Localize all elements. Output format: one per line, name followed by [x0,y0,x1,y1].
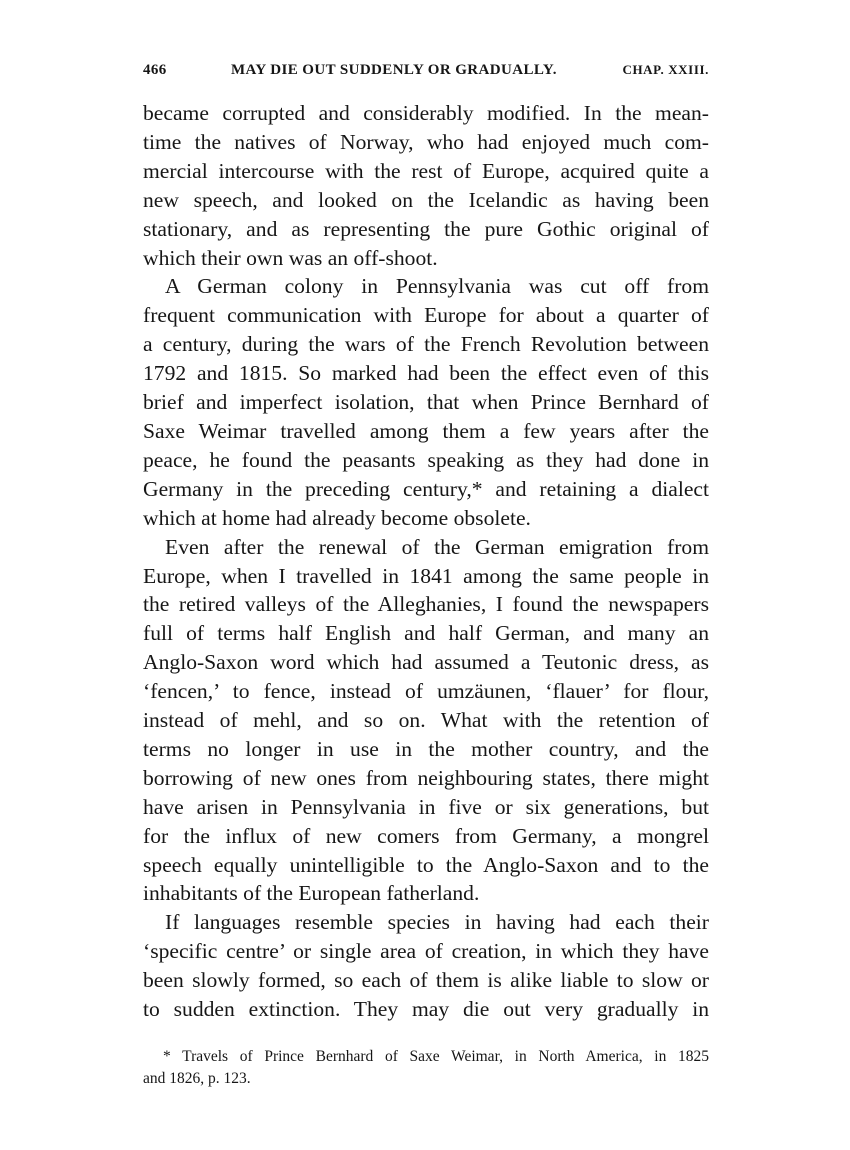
text-line: became corrupted and considerably modified. In the mean- [143,101,709,125]
footnote-line: * Travels of Prince Bernhard of Saxe Weimar, in North America, in 1825 [163,1048,709,1065]
text-line: A German colony in Pennsylvania was cut off from [165,274,709,299]
text-line: a century, during the wars of the French Revolution between [143,332,709,357]
text-line: mercial intercourse with the rest of Europe, acquired quite a [143,158,709,183]
text-line: which at home had already become obsolete. [143,505,531,530]
text-line: full of terms half English and half German, and many an [143,621,709,646]
text-line: the retired valleys of the Alleghanies, I found the newspapers [143,592,709,617]
text-line: Even after the renewal of the German emigration from [165,534,709,559]
body-text [143,99,709,1024]
text-line: for the influx of new comers from Germany, a mongrel [143,823,709,848]
footnote [143,1046,709,1090]
text-line: terms no longer in use in the mother country, and the [143,736,709,761]
text-line: speech equally unintelligible to the Anglo-Saxon and to the [143,852,709,877]
text-line: peace, he found the peasants speaking as they had done in [143,447,709,472]
text-line: If languages resemble species in having had each their [165,910,709,935]
page-number: 466 [143,62,167,78]
chapter-label: CHAP. XXIII. [622,62,709,77]
text-line: which their own was an off-shoot. [143,245,438,270]
text-line: to sudden extinction. They may die out very gradually in [143,997,709,1022]
text-line: 1792 and 1815. So marked had been the effect even of this [143,361,709,386]
text-line: have arisen in Pennsylvania in five or six generations, but [143,794,709,819]
text-line: instead of mehl, and so on. What with the retention of [143,708,709,733]
text-line: Europe, when I travelled in 1841 among the same people in [143,563,709,588]
text-line: been slowly formed, so each of them is alike liable to slow or [143,968,709,993]
text-line: inhabitants of the European fatherland. [143,881,480,906]
running-title: MAY DIE OUT SUDDENLY OR GRADUALLY. [231,62,557,78]
text-line: ‘specific centre’ or single area of creation, in which they have [143,939,709,964]
text-line: Germany in the preceding century,* and retaining a dialect [143,476,709,501]
footnote-line: and 1826, p. 123. [143,1070,251,1087]
text-line: Saxe Weimar travelled among them a few years after the [143,418,709,443]
text-line: Anglo-Saxon word which had assumed a Teutonic dress, as [143,650,709,675]
text-line: new speech, and looked on the Icelandic as having been [143,187,709,212]
running-header [143,62,709,86]
text-line: borrowing of new ones from neighbouring states, there might [143,765,709,790]
text-line: time the natives of Norway, who had enjoyed much com- [143,129,709,154]
text-line: ‘fencen,’ to fence, instead of umzäunen, ‘flauer’ for flour, [143,679,709,704]
text-line: brief and imperfect isolation, that when Prince Bernhard of [143,390,709,415]
text-line: frequent communication with Europe for about a quarter of [143,303,709,328]
text-line: stationary, and as representing the pure Gothic original of [143,216,709,241]
